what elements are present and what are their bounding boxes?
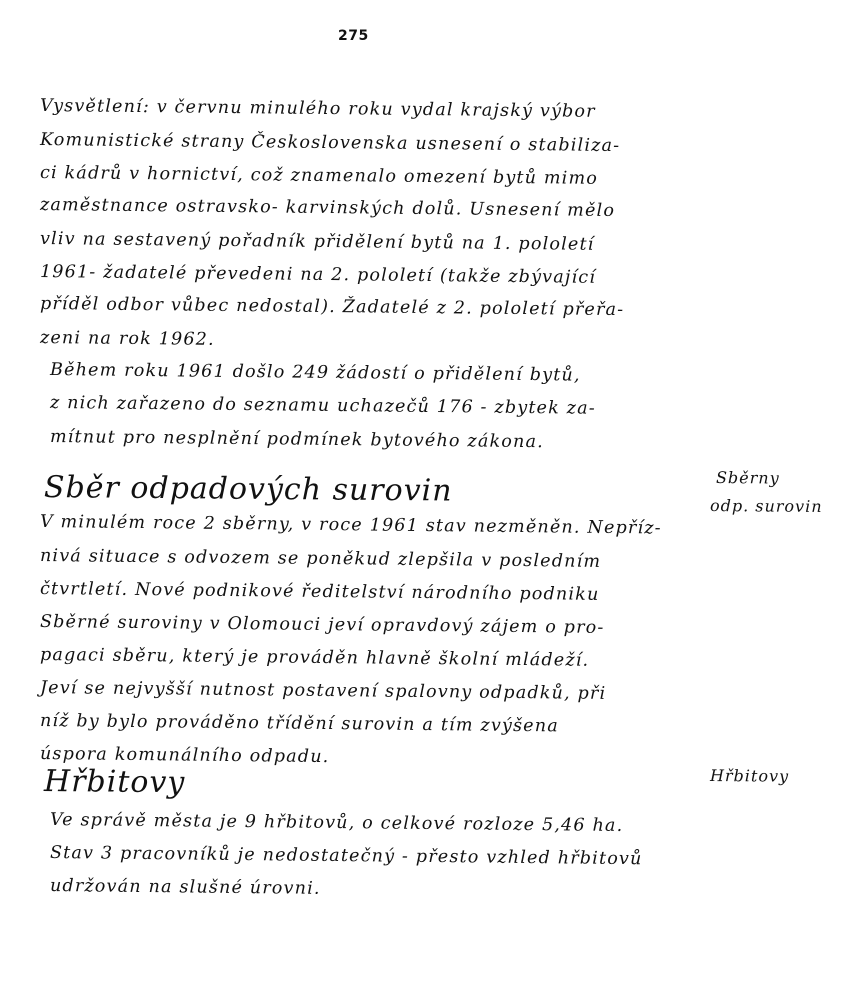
text-line: Ve správě města je 9 hřbitovů, o celkové rozloze 5,46 ha. [49,810,624,837]
margin-note: odp. surovin [709,496,823,516]
text-line: Během roku 1961 došlo 249 žádostí o přidělení bytů, [49,360,581,386]
margin-note: Hřbitovy [709,766,790,786]
text-line: ci kádrů v hornictví, což znamenalo omezení bytů mimo [39,163,599,189]
text-line: příděl odbor vůbec nedostal). Žadatelé z 2. pololetí přeřa- [39,294,625,321]
section-heading: Hřbitovy [43,764,186,801]
text-line: zaměstnance ostravsko- karvinských dolů. Usnesení mělo [39,195,616,222]
text-line: nivá situace s odvozem se poněkud zlepšila v posledním [39,546,602,572]
text-line: pagaci sběru, který je prováděn hlavně školní mládeží. [39,645,590,671]
text-line: 1961- žadatelé převedeni na 2. pololetí (takže zbývající [39,262,597,288]
text-line: čtvrtletí. Nové podnikové ředitelství národního podniku [39,579,600,605]
text-line: vliv na sestavený pořadník přidělení bytů na 1. pololetí [39,229,595,255]
text-line: úspora komunálního odpadu. [39,744,330,768]
text-line: zeni na rok 1962. [39,328,215,350]
section-heading: Sběr odpadových surovin [43,470,453,509]
text-line: Jeví se nejvyšší nutnost postavení spalovny odpadků, při [39,678,607,704]
text-line: Vysvětlení: v červnu minulého roku vydal krajský výbor [39,96,596,122]
page-number: 275 [338,28,369,44]
text-line: Komunistické strany Československa usnesení o stabiliza- [39,130,621,157]
text-line: níž by bylo prováděno třídění surovin a tím zvýšena [39,711,559,737]
margin-note: Sběrny [715,468,780,488]
text-line: udržován na slušné úrovni. [49,876,321,899]
text-line: Sběrné suroviny v Olomouci jeví opravdový zájem o pro- [39,612,605,638]
text-line: z nich zařazeno do seznamu uchazečů 176 - zbytek za- [49,393,597,419]
text-line: V minulém roce 2 sběrny, v roce 1961 stav nezměněn. Nepříz- [39,512,662,539]
text-line: mítnut pro nesplnění podmínek bytového zákona. [49,427,545,453]
text-line: Stav 3 pracovníků je nedostatečný - přesto vzhled hřbitovů [49,843,643,870]
